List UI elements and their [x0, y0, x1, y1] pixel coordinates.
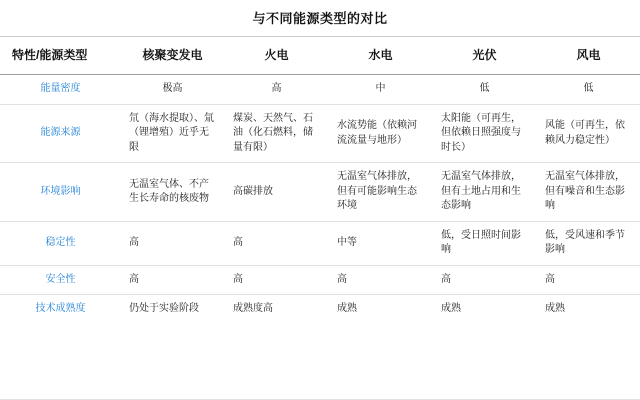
row-header-energy-density: 能量密度 — [40, 83, 81, 95]
cell-safety-solar: 高 — [441, 273, 451, 285]
cell-energy-source-thermal: 煤炭、天然气、石油（化石燃料，储量有限） — [233, 112, 313, 153]
table-body — [0, 75, 640, 324]
column-header-thermal: 火电 — [264, 48, 289, 62]
cell-stability-wind: 低，受风速和季节影响 — [545, 229, 625, 256]
cell-environmental-impact-fusion: 无温室气体、不产生长寿命的核废物 — [129, 178, 209, 205]
table-row — [0, 221, 640, 265]
row-header-energy-source: 能源来源 — [40, 127, 81, 139]
column-header-hydro: 水电 — [368, 48, 393, 62]
cell-energy-density-thermal: 高 — [271, 83, 282, 95]
page-title: 与不同能源类型的对比 — [252, 11, 388, 26]
cell-environmental-impact-solar: 无温室气体排放，但有土地占用和生态影响 — [441, 171, 521, 212]
cell-environmental-impact-hydro: 无温室气体排放，但有可能影响生态环境 — [337, 171, 417, 212]
cell-technology-maturity-wind: 成熟 — [545, 303, 565, 315]
table-row — [0, 295, 640, 324]
cell-energy-density-fusion: 极高 — [162, 83, 183, 95]
cell-environmental-impact-thermal: 高碳排放 — [233, 185, 273, 197]
cell-energy-source-fusion: 氘（海水提取）、氚（锂增殖）近乎无限 — [129, 112, 214, 153]
cell-stability-fusion: 高 — [129, 237, 139, 249]
row-header-technology-maturity: 技术成熟度 — [35, 303, 86, 315]
comparison-table — [0, 37, 640, 324]
column-header-characteristic: 特性/能源类型 — [12, 48, 88, 62]
table-header — [0, 37, 640, 75]
row-header-safety: 安全性 — [45, 273, 76, 285]
cell-safety-hydro: 高 — [337, 273, 347, 285]
table-row — [0, 265, 640, 295]
cell-safety-fusion: 高 — [129, 273, 139, 285]
cell-stability-hydro: 中等 — [337, 237, 357, 249]
row-header-environmental-impact: 环境影响 — [40, 185, 81, 197]
cell-environmental-impact-wind: 无温室气体排放，但有噪音和生态影响 — [545, 171, 625, 212]
cell-technology-maturity-hydro: 成熟 — [337, 303, 357, 315]
cell-energy-source-wind: 风能（可再生，依赖风力稳定性） — [545, 120, 625, 146]
cell-technology-maturity-thermal: 成熟度高 — [233, 303, 273, 315]
cell-safety-thermal: 高 — [233, 273, 243, 285]
column-header-wind: 风电 — [576, 48, 601, 62]
cell-technology-maturity-solar: 成熟 — [441, 303, 461, 315]
cell-energy-source-hydro: 水流势能（依赖河流流量与地形） — [337, 120, 417, 146]
cell-energy-density-hydro: 中 — [375, 83, 386, 95]
column-header-solar: 光伏 — [472, 48, 497, 62]
cell-energy-density-wind: 低 — [583, 83, 594, 95]
table-header-row — [0, 37, 640, 75]
table-row — [0, 163, 640, 222]
cell-stability-thermal: 高 — [233, 237, 243, 249]
cell-technology-maturity-fusion: 仍处于实验阶段 — [129, 303, 199, 315]
cell-energy-density-solar: 低 — [479, 83, 490, 95]
cell-energy-source-solar: 太阳能（可再生，但依赖日照强度与时长） — [441, 112, 521, 153]
table-row — [0, 75, 640, 105]
cell-safety-wind: 高 — [545, 273, 555, 285]
column-header-fusion: 核聚变发电 — [142, 48, 203, 62]
row-header-stability: 稳定性 — [45, 237, 76, 249]
table-row — [0, 104, 640, 163]
cell-stability-solar: 低，受日照时间影响 — [441, 229, 521, 256]
